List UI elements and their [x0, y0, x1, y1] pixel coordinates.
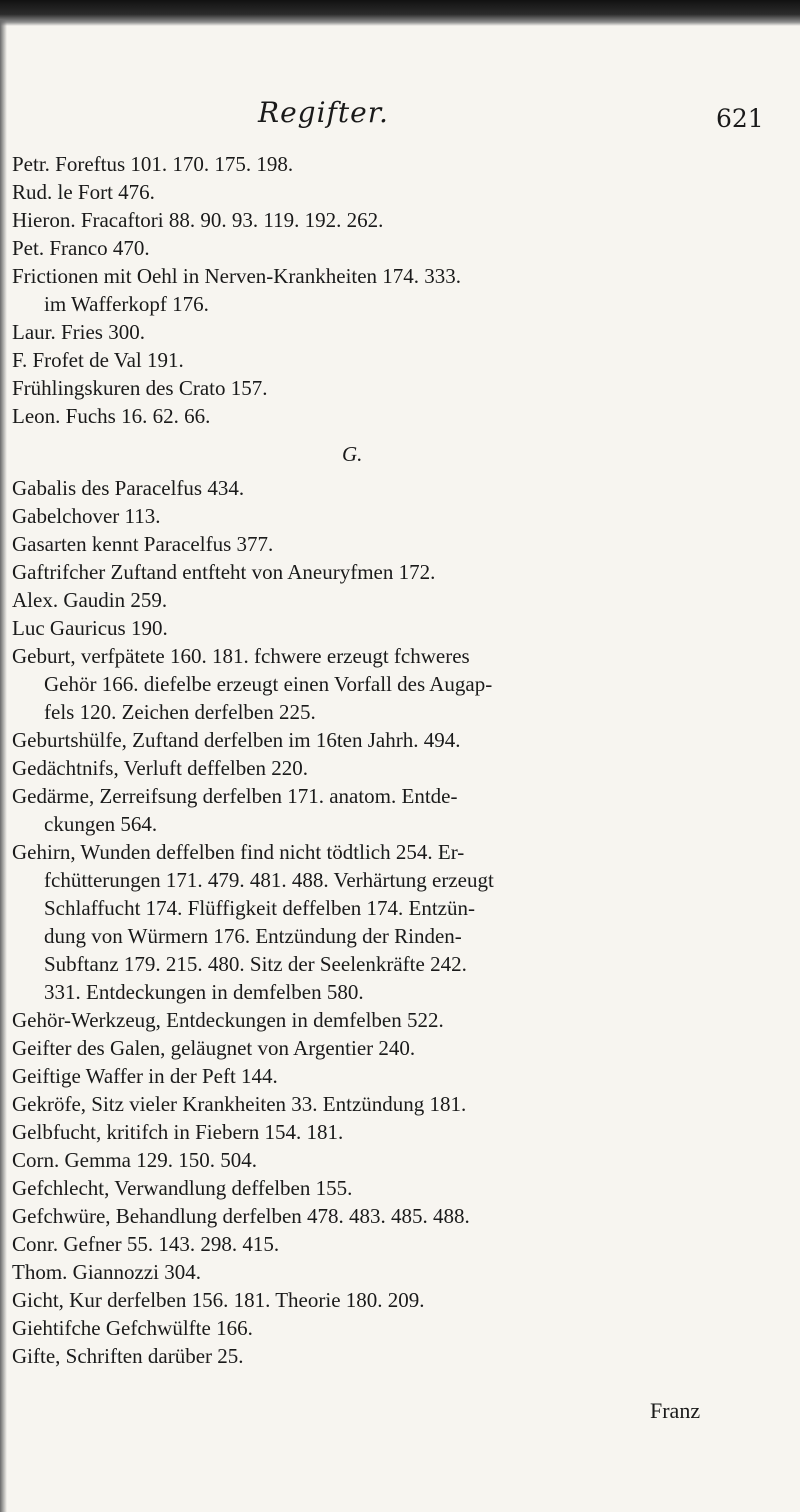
scan-edge-left: [0, 20, 7, 1512]
index-entry: Leon. Fuchs 16. 62. 66.: [12, 404, 211, 428]
index-entry: Thom. Giannozzi 304.: [12, 1260, 201, 1284]
index-entry: Gaftrifcher Zuftand entfteht von Aneuryfmen 172.: [12, 560, 436, 584]
index-entry: Gasarten kennt Paracelfus 377.: [12, 532, 274, 556]
index-entry: Giehtifche Gefchwülfte 166.: [12, 1316, 253, 1340]
index-entry-continuation: Subftanz 179. 215. 480. Sitz der Seelenkräfte 242.: [44, 952, 467, 976]
index-entry: Gabalis des Paracelfus 434.: [12, 476, 245, 500]
section-letter: G.: [342, 442, 363, 466]
index-entry-continuation: dung von Würmern 176. Entzündung der Rinden-: [44, 924, 462, 948]
index-entry-continuation: ckungen 564.: [44, 812, 158, 836]
index-entry: Geburt, verfpätete 160. 181. fchwere erzeugt fchweres: [12, 644, 470, 668]
index-entry: Rud. le Fort 476.: [12, 180, 155, 204]
index-entry-continuation: fels 120. Zeichen derfelben 225.: [44, 700, 316, 724]
index-entry: Corn. Gemma 129. 150. 504.: [12, 1148, 257, 1172]
index-entry: Gehör-Werkzeug, Entdeckungen in demfelben 522.: [12, 1008, 444, 1032]
index-entry: Gifte, Schriften darüber 25.: [12, 1344, 244, 1368]
index-entry: Gedächtnifs, Verluft deffelben 220.: [12, 756, 309, 780]
index-entry: Gicht, Kur derfelben 156. 181. Theorie 180. 209.: [12, 1288, 425, 1312]
index-entry-continuation: Gehör 166. diefelbe erzeugt einen Vorfall des Augap-: [44, 672, 493, 696]
index-entry-continuation: im Wafferkopf 176.: [44, 292, 209, 316]
index-entry: Luc Gauricus 190.: [12, 616, 168, 640]
index-entry: Gedärme, Zerreifsung derfelben 171. anatom. Entde-: [12, 784, 458, 808]
index-entry: Pet. Franco 470.: [12, 236, 150, 260]
index-entry: Gehirn, Wunden deffelben find nicht tödtlich 254. Er-: [12, 840, 465, 864]
running-head: Regifter.: [258, 96, 389, 129]
index-entry: Geiftige Waffer in der Peft 144.: [12, 1064, 278, 1088]
index-entry: Laur. Fries 300.: [12, 320, 145, 344]
index-entry: Gefchwüre, Behandlung derfelben 478. 483. 485. 488.: [12, 1204, 470, 1228]
index-entry: Hieron. Fracaftori 88. 90. 93. 119. 192. 262.: [12, 208, 384, 232]
index-entry: Petr. Foreftus 101. 170. 175. 198.: [12, 152, 294, 176]
catchword: Franz: [650, 1398, 701, 1423]
index-entry: Conr. Gefner 55. 143. 298. 415.: [12, 1232, 280, 1256]
section-letter-heading: [12, 434, 782, 474]
index-entries: [12, 150, 782, 1370]
index-entry: Gelbfucht, kritifch in Fiebern 154. 181.: [12, 1120, 344, 1144]
page-number: 621: [716, 104, 764, 133]
index-entry-continuation: 331. Entdeckungen in demfelben 580.: [44, 980, 364, 1004]
index-entry: Gekröfe, Sitz vieler Krankheiten 33. Entzündung 181.: [12, 1092, 467, 1116]
index-entry: Frühlingskuren des Crato 157.: [12, 376, 268, 400]
index-entry: Geifter des Galen, geläugnet von Argentier 240.: [12, 1036, 416, 1060]
index-entry: Gabelchover 113.: [12, 504, 161, 528]
index-entry: Gefchlecht, Verwandlung deffelben 155.: [12, 1176, 353, 1200]
index-entry: F. Frofet de Val 191.: [12, 348, 184, 372]
scan-edge-top: [0, 0, 800, 26]
index-entry: Geburtshülfe, Zuftand derfelben im 16ten Jahrh. 494.: [12, 728, 461, 752]
index-entry: Frictionen mit Oehl in Nerven-Krankheiten 174. 333.: [12, 264, 462, 288]
index-entry-continuation: fchütterungen 171. 479. 481. 488. Verhärtung erzeugt: [44, 868, 494, 892]
index-entry-continuation: Schlaffucht 174. Flüffigkeit deffelben 174. Entzün-: [44, 896, 475, 920]
index-entry: Alex. Gaudin 259.: [12, 588, 168, 612]
